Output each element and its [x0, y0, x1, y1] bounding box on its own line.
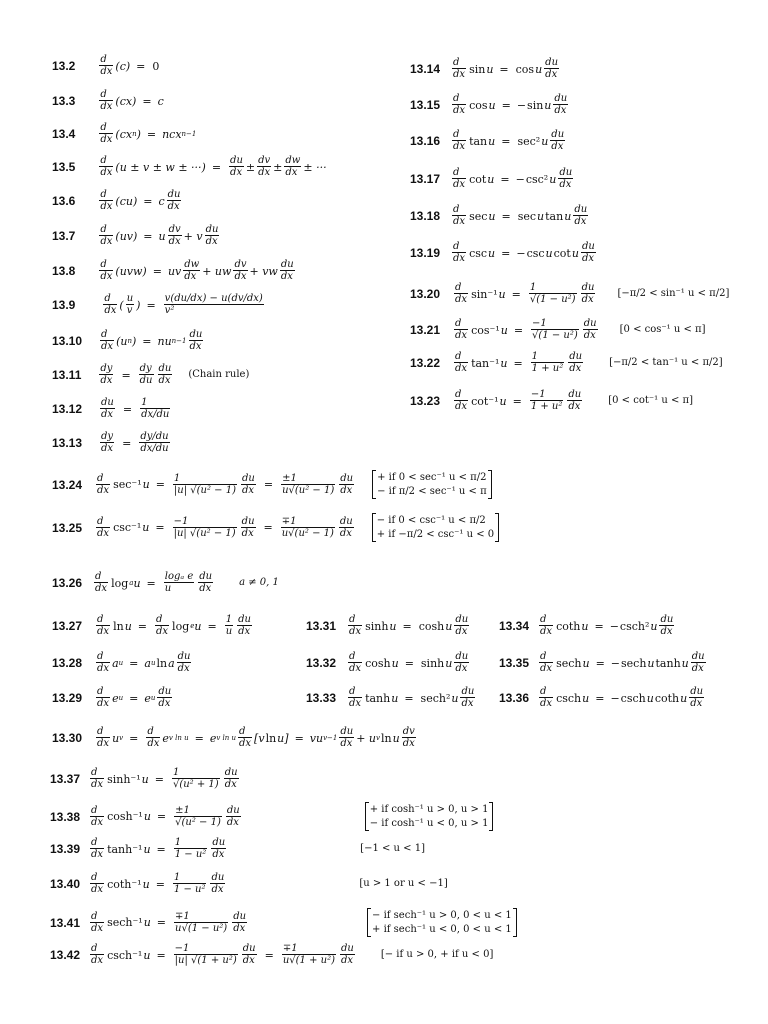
- formula-13-30: [52, 727, 418, 749]
- formula-13-21: [410, 319, 706, 341]
- formula-number: 13.2: [52, 59, 76, 73]
- formula-number: 13.9: [52, 298, 76, 312]
- formula-13-2: [52, 55, 160, 77]
- formula-number: 13.16: [410, 134, 441, 148]
- formula-13-9: [52, 294, 266, 316]
- formula-number: 13.28: [52, 656, 83, 670]
- formula-13-35: [499, 652, 708, 674]
- formula-number: 13.13: [52, 436, 83, 450]
- formula-body: d dx coth u = − csch² u du dx: [540, 614, 674, 637]
- formula-13-5: [52, 156, 327, 178]
- formula-body: $\frac{d}{dx}$ (c) = 0: [100, 54, 160, 77]
- formula-number: 13.14: [410, 62, 441, 76]
- condition-line: + if −π/2 < csc⁻¹ u < 0: [376, 528, 495, 540]
- condition-bracket: [367, 908, 517, 937]
- formula-body: d dx cot⁻¹ u = $\frac{-1}{\text{1 + u²}}$ du dx [0 < cot⁻¹ u < π]: [455, 389, 693, 412]
- formula-13-32: [306, 652, 471, 674]
- formula-13-36: [499, 687, 706, 709]
- formula-number: 13.37: [50, 772, 81, 786]
- formula-13-18: [410, 205, 590, 227]
- formula-13-26: [52, 572, 279, 594]
- formula-13-39: [50, 838, 425, 860]
- formula-13-11: [52, 364, 249, 386]
- formula-body: d dx (u n ) = nu n−1 du dx: [101, 329, 203, 352]
- formula-number: 13.12: [52, 402, 83, 416]
- formula-number: 13.22: [410, 356, 441, 370]
- formula-13-41: [50, 908, 517, 937]
- formula-body: d dx u v = $\frac{d}{dx}$ e v ln u = e v ln u d dx [v ln u] = vu v−1 du dx + u v ln u dv dx: [97, 726, 415, 749]
- formula-13-31: [306, 615, 471, 637]
- formula-13-42: [50, 944, 493, 966]
- formula-body: d dx sec u = sec u tan u du dx: [453, 204, 588, 227]
- formula-number: 13.33: [306, 691, 337, 705]
- formula-13-27: [52, 615, 254, 637]
- formula-number: 13.21: [410, 323, 441, 337]
- formula-13-14: [410, 58, 561, 80]
- condition: [0 < cos⁻¹ u < π]: [619, 324, 706, 335]
- formula-13-37: [50, 768, 241, 790]
- formula-body: $\frac{d}{dx}$ (cx) = c: [100, 89, 164, 112]
- formula-body: d dx sinh⁻¹ u = $\frac{1}{\text{√(u² + 1)}}$ du dx: [91, 767, 238, 790]
- formula-13-40: [50, 873, 448, 895]
- formula-number: 13.31: [306, 619, 337, 633]
- formula-13-23: [410, 390, 693, 412]
- formula-number: 13.5: [52, 160, 76, 174]
- formula-body: d dx sech u = − sech u tanh u du dx: [540, 651, 705, 674]
- formula-number: 13.39: [50, 842, 81, 856]
- formula-number: 13.38: [50, 809, 81, 824]
- formula-body: d dx tanh u = sech² u du dx: [349, 686, 475, 709]
- condition-line: + if sech⁻¹ u < 0, 0 < u < 1: [372, 923, 512, 935]
- formula-body: $\frac{d}{dx}$ (uvw) = uv $\frac{dw}{dx}$ + uw dv dx + vw du dx: [100, 259, 294, 282]
- condition-line: + if cosh⁻¹ u > 0, u > 1: [369, 804, 489, 815]
- formula-number: 13.30: [52, 731, 83, 745]
- formula-body: d dx tan u = sec² u du dx: [453, 129, 565, 152]
- formula-number: 13.40: [50, 877, 81, 891]
- formula-body: d dx cosh u = sinh u du dx: [349, 651, 469, 674]
- condition: [0 < cot⁻¹ u < π]: [608, 395, 693, 406]
- formula-number: 13.25: [52, 520, 83, 535]
- formula-13-3: [52, 90, 164, 112]
- formula-13-28: [52, 652, 193, 674]
- formula-number: 13.8: [52, 264, 76, 278]
- formula-13-29: [52, 687, 174, 709]
- formula-number: 13.17: [410, 172, 441, 186]
- formula-body: d dx csc⁻¹ u = $\frac{-1}{\text{|u| √(u² − 1)}}$ $\frac{du}{dx}$ = $\frac{\mp 1}{\text{u√(u² − 1)}}$ du dx − if 0 < csc⁻¹ u < π/2 + if −π/2 < csc⁻¹ u < 0: [94, 513, 499, 542]
- formula-number: 13.4: [52, 127, 76, 141]
- condition-line: − if cosh⁻¹ u < 0, u > 1: [369, 817, 489, 829]
- formula-number: 13.34: [499, 619, 530, 633]
- formula-number: 13.19: [410, 246, 441, 260]
- condition-line: + if 0 < sec⁻¹ u < π/2: [377, 472, 487, 483]
- formula-13-8: [52, 260, 297, 282]
- formula-number: 13.20: [410, 287, 441, 301]
- formula-13-25: [52, 513, 499, 542]
- formula-13-7: [52, 225, 221, 247]
- formula-number: 13.29: [52, 691, 83, 705]
- formula-number: 13.32: [306, 656, 337, 670]
- formula-number: 13.23: [410, 394, 441, 408]
- formula-number: 13.36: [499, 691, 530, 705]
- formula-number: 13.6: [52, 194, 76, 208]
- formula-body: $\frac{d}{dx}$ (uv) = u $\frac{dv}{dx}$ + v du dx: [100, 224, 219, 247]
- condition-bracket: [372, 470, 492, 499]
- formula-13-19: [410, 242, 598, 264]
- formula-13-24: [52, 470, 492, 499]
- formula-number: 13.42: [50, 948, 81, 962]
- formula-body: d dx sin u = cos u du dx: [453, 57, 559, 80]
- formula-13-10: [52, 330, 205, 352]
- formula-13-12: [52, 398, 172, 420]
- formula-body: d dx ln u = $\frac{d}{dx}$ log e u = $\frac{1}{u}$ du dx: [97, 614, 251, 637]
- formula-body: d dx tan⁻¹ u = $\frac{1}{\text{1 + u²}}$ du dx [−π/2 < tan⁻¹ u < π/2]: [455, 351, 723, 374]
- formula-body: $\frac{du}{dx}$ = $\frac{1}{dx/du}$: [101, 397, 170, 420]
- condition: [−1 < u < 1]: [360, 843, 425, 854]
- formula-13-34: [499, 615, 676, 637]
- formula-body: $\frac{d}{dx}$ (u ± v ± w ± ···) = $\frac{du}{dx}$ ± dv dx ± dw dx ± ···: [100, 155, 327, 178]
- formula-body: d dx (cx n ) = ncx n−1: [100, 122, 197, 145]
- formula-body: d dx sec⁻¹ u = $\frac{1}{\text{|u| √(u² − 1)}}$ $\frac{du}{dx}$ = $\frac{\pm 1}{\text{u√(u² − 1)}}$ du dx + if 0 < sec⁻¹ u < π/2 − if π/2 < sec⁻¹ u < π: [94, 470, 492, 499]
- formula-13-15: [410, 94, 570, 116]
- formula-body: d dx sinh u = cosh u du dx: [349, 614, 469, 637]
- formula-number: 13.26: [52, 576, 83, 590]
- formula-13-33: [306, 687, 477, 709]
- formula-body: d dx log a u = $\frac{\text{logₐ e}}{u}$ du dx a ≠ 0, 1: [95, 571, 279, 594]
- formula-number: 13.27: [52, 619, 83, 633]
- formula-body: $\frac{d}{dx}$ (cu) = c $\frac{du}{dx}$: [100, 189, 181, 212]
- formula-body: d dx tanh⁻¹ u = $\frac{1}{\text{1 − u²}}$ du dx [−1 < u < 1]: [91, 837, 425, 860]
- formula-body: d dx cot u = − csc² u du dx: [453, 167, 573, 190]
- formula-number: 13.15: [410, 98, 441, 112]
- formula-number: 13.24: [52, 477, 83, 492]
- condition-line: − if 0 < csc⁻¹ u < π/2: [376, 515, 486, 526]
- formula-body: $\frac{dy}{dx}$ = $\frac{dy/du}{dx/du}$: [101, 431, 169, 454]
- formula-number: 13.18: [410, 209, 441, 223]
- formula-13-22: [410, 352, 723, 374]
- condition-bracket: [365, 802, 494, 831]
- formula-body: d dx e u = e u du dx: [97, 686, 172, 709]
- formula-body: d dx coth⁻¹ u = $\frac{1}{\text{1 − u²}}$ du dx [u > 1 or u < −1]: [91, 872, 448, 895]
- formula-number: 13.7: [52, 229, 76, 243]
- formula-13-4: [52, 123, 196, 145]
- condition-bracket: [372, 513, 499, 542]
- formula-13-17: [410, 168, 575, 190]
- formula-number: 13.10: [52, 334, 83, 348]
- condition: [−π/2 < sin⁻¹ u < π/2]: [617, 288, 730, 299]
- formula-body: d dx cos u = − sin u du dx: [453, 93, 568, 116]
- condition-line: − if π/2 < sec⁻¹ u < π: [377, 485, 487, 497]
- formula-13-38: [50, 802, 493, 831]
- formula-13-13: [52, 432, 172, 454]
- formula-13-6: [52, 190, 183, 212]
- formula-number: 13.35: [499, 656, 530, 670]
- formula-body: d dx sech⁻¹ u = $\frac{\mp 1}{\text{u√(1 − u²)}}$ du dx − if sech⁻¹ u > 0, 0 < u < 1 + if sech⁻¹ u < 0, 0 < u < 1: [88, 908, 517, 937]
- formula-body: d dx csch⁻¹ u = $\frac{-1}{\text{|u| √(1 + u²)}}$ $\frac{du}{dx}$ = $\frac{\mp 1}{\text{u√(1 + u²)}}$ du dx [− if u > 0, + if u < 0]: [91, 943, 494, 966]
- chain-rule-note: (Chain rule): [188, 369, 250, 380]
- formula-13-16: [410, 130, 567, 152]
- formula-number: 13.41: [50, 915, 81, 930]
- formula-body: d dx cosh⁻¹ u = $\frac{\pm 1}{\text{√(u² − 1)}}$ du dx + if cosh⁻¹ u > 0, u > 1 − if cosh⁻¹ u < 0, u > 1: [88, 802, 493, 831]
- formula-body: d dx cos⁻¹ u = $\frac{-1}{\text{√(1 − u²)}}$ du dx [0 < cos⁻¹ u < π]: [455, 318, 706, 341]
- condition-line: − if sech⁻¹ u > 0, 0 < u < 1: [372, 910, 512, 921]
- formula-body: d dx csch u = − csch u coth u du dx: [540, 686, 704, 709]
- condition: [− if u > 0, + if u < 0]: [380, 949, 494, 960]
- formula-body: $\frac{dy}{dx}$ = $\frac{dy}{du}$ du dx (Chain rule): [100, 363, 250, 386]
- formula-body: d dx ( $\frac{u}{v}$ ) = $\frac{v(du/dx) - u(dv/dx)}{\text{v²}}$: [104, 293, 263, 316]
- condition: a ≠ 0, 1: [239, 577, 279, 588]
- formula-body: d dx csc u = − csc u cot u du dx: [453, 241, 595, 264]
- formula-number: 13.11: [52, 368, 82, 382]
- condition: [u > 1 or u < −1]: [359, 878, 448, 889]
- formula-number: 13.3: [52, 94, 76, 108]
- formula-body: d dx sin⁻¹ u = $\frac{1}{\text{√(1 − u²)}}$ du dx [−π/2 < sin⁻¹ u < π/2]: [455, 282, 730, 305]
- condition: [−π/2 < tan⁻¹ u < π/2]: [609, 357, 723, 368]
- formula-13-20: [410, 283, 729, 305]
- formula-body: d dx a u = a u ln a du dx: [97, 651, 191, 674]
